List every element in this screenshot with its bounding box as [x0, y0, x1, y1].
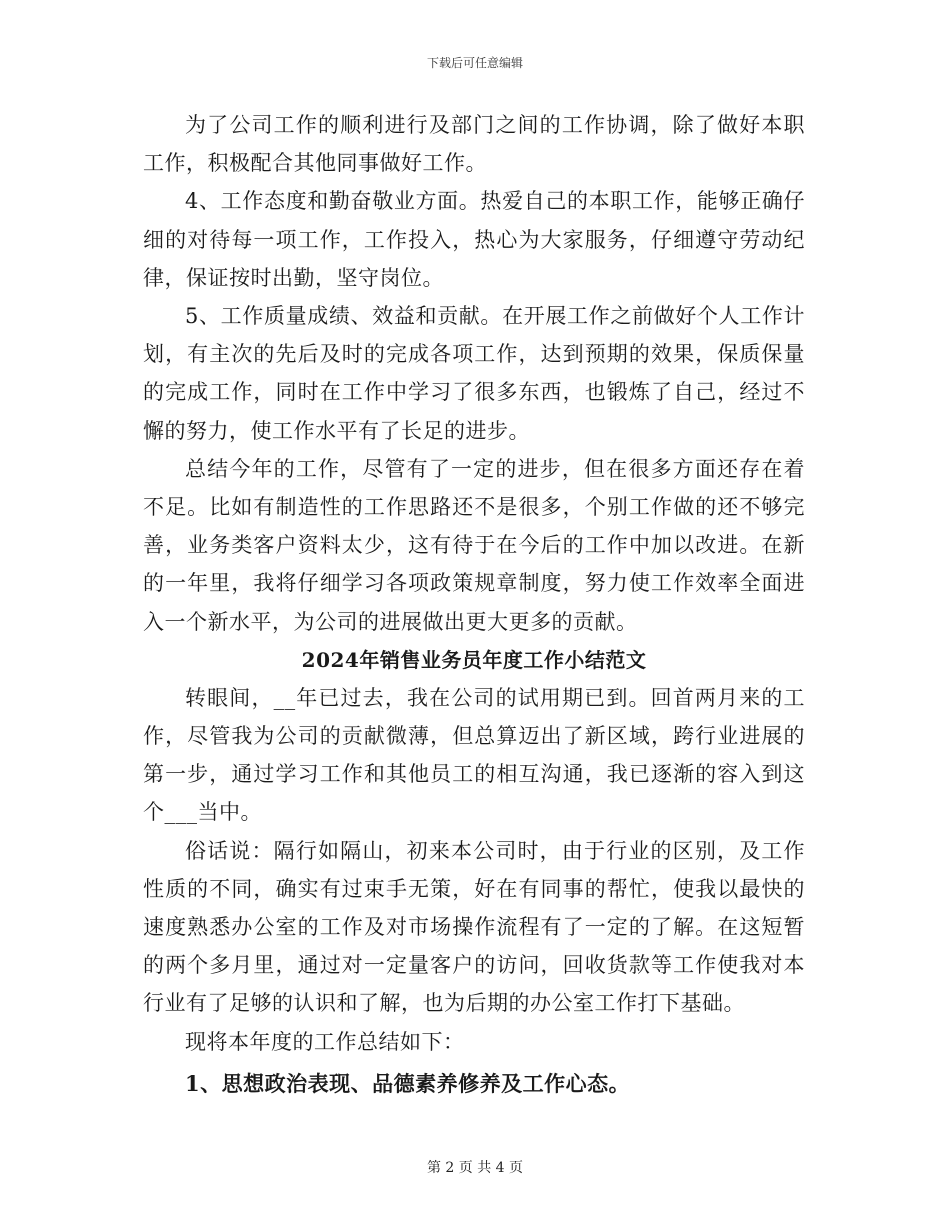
- paragraph-6: 俗话说：隔行如隔山，初来本公司时，由于行业的区别，及工作性质的不同，确实有过束手无策，好在有同事的帮忙，使我以最快的速度熟悉办公室的工作及对市场操作流程有了一定的了解。在这短暂的两个多月里，通过对一定量客户的访问，回收货款等工作使我对本行业有了足够的认识和了解，也为后期的办公室工作打下基础。: [143, 838, 805, 1016]
- paragraph-2: 4、工作态度和勤奋敬业方面。热爱自己的本职工作，能够正确仔细的对待每一项工作，工作投入，热心为大家服务，仔细遵守劳动纪律，保证按时出勤，坚守岗位。: [143, 189, 805, 290]
- section-title: 2024年销售业务员年度工作小结范文: [301, 647, 647, 672]
- paragraph-5: 转眼间，__年已过去，我在公司的试用期已到。回首两月来的工作，尽管我为公司的贡献微薄，但总算迈出了新区域，跨行业进展的第一步，通过学习工作和其他员工的相互沟通，我已逐渐的容入到这个___当中。: [143, 685, 805, 825]
- paragraph-1: 为了公司工作的顺利进行及部门之间的工作协调，除了做好本职工作，积极配合其他同事做好工作。: [143, 113, 805, 176]
- page-number: 第 2 页 共 4 页: [426, 1160, 524, 1176]
- document-body: [143, 106, 805, 1103]
- paragraph-3: 5、工作质量成绩、效益和贡献。在开展工作之前做好个人工作计划，有主次的先后及时的完成各项工作，达到预期的效果，保质保量的完成工作，同时在工作中学习了很多东西，也锻炼了自己，经过不懈的努力，使工作水平有了长足的进步。: [143, 304, 805, 443]
- paragraph-7: 现将本年度的工作总结如下：: [185, 1029, 465, 1054]
- page-header-note: 下载后可任意编辑: [426, 56, 523, 70]
- paragraph-4: 总结今年的工作，尽管有了一定的进步，但在很多方面还存在着不足。比如有制造性的工作思路还不是很多，个别工作做的还不够完善，业务类客户资料太少，这有待于在今后的工作中加以改进。在新的一年里，我将仔细学习各项政策规章制度，努力使工作效率全面进入一个新水平，为公司的进展做出更大更多的贡献。: [143, 456, 805, 634]
- subheading: 1、思想政治表现、品德素养修养及工作心态。: [185, 1070, 631, 1096]
